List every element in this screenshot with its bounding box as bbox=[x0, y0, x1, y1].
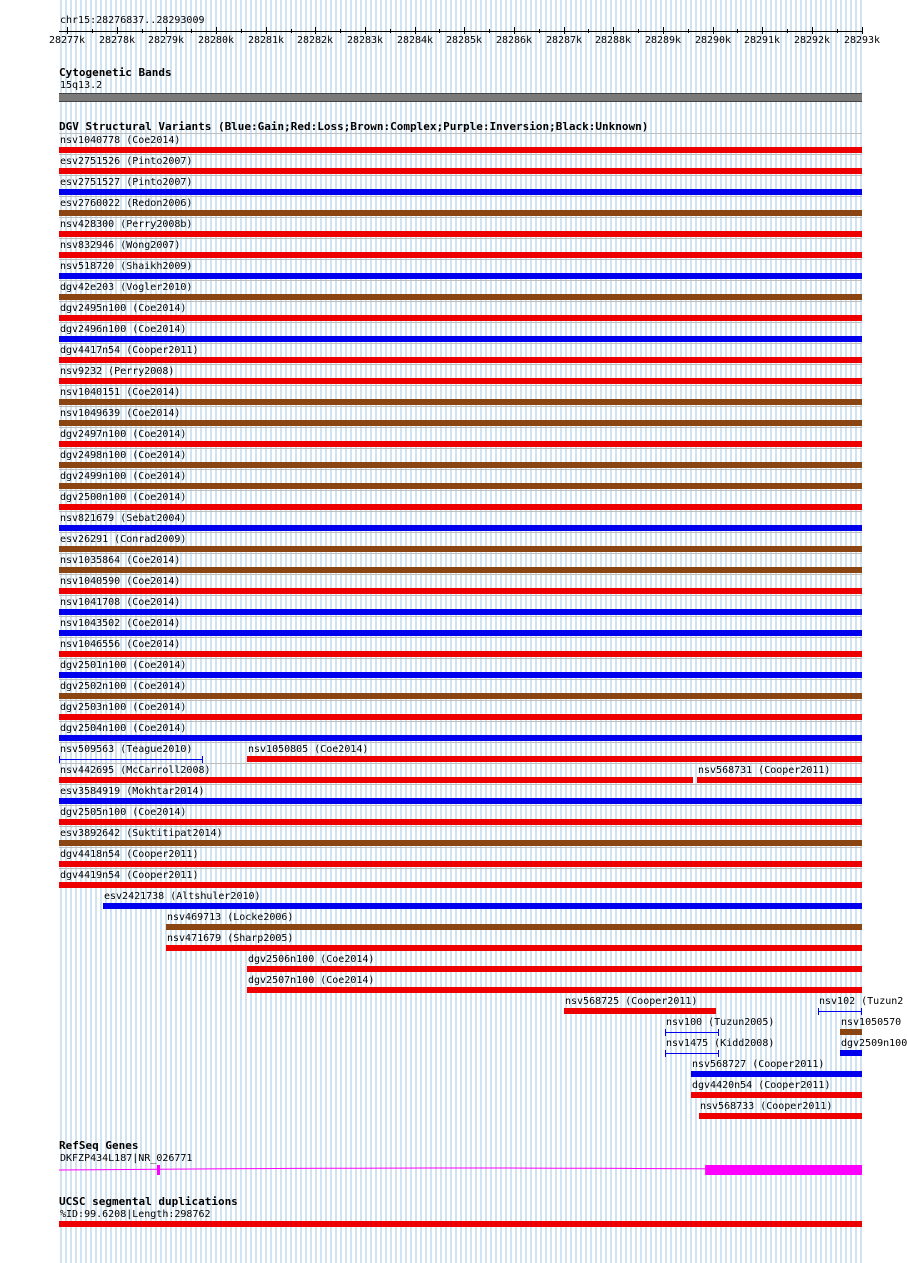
row-separator bbox=[59, 448, 862, 449]
row-separator bbox=[59, 721, 862, 722]
row-separator bbox=[59, 553, 862, 554]
ruler-tick bbox=[862, 27, 863, 34]
variant-label[interactable]: nsv568733 (Cooper2011) bbox=[700, 1101, 833, 1112]
variant-label[interactable]: nsv1041708 (Coe2014) bbox=[60, 597, 181, 608]
row-separator bbox=[59, 700, 862, 701]
variant-label[interactable]: esv26291 (Conrad2009) bbox=[60, 534, 187, 545]
variant-bar[interactable] bbox=[59, 315, 862, 321]
variant-label[interactable]: dgv2497n100 (Coe2014) bbox=[60, 429, 187, 440]
variant-bar[interactable] bbox=[59, 336, 862, 342]
variant-label[interactable]: nsv102 (Tuzun2 bbox=[819, 996, 904, 1007]
variant-bar[interactable] bbox=[840, 1029, 862, 1035]
variant-bar[interactable] bbox=[59, 651, 862, 657]
variant-end-cap bbox=[818, 1008, 819, 1015]
variant-bar[interactable] bbox=[59, 819, 862, 825]
segdup-bar[interactable] bbox=[59, 1221, 862, 1227]
row-separator bbox=[59, 217, 862, 218]
variant-bar[interactable] bbox=[247, 756, 862, 762]
ruler-tick-label: 28292k bbox=[793, 35, 831, 46]
variant-bar[interactable] bbox=[59, 693, 862, 699]
variant-bar[interactable] bbox=[59, 735, 862, 741]
row-separator bbox=[59, 826, 862, 827]
ruler-tick bbox=[713, 27, 714, 34]
variant-bar[interactable] bbox=[59, 609, 862, 615]
variant-label[interactable]: dgv2503n100 (Coe2014) bbox=[60, 702, 187, 713]
ruler-tick-label: 28293k bbox=[843, 35, 881, 46]
ruler-axis bbox=[59, 31, 862, 32]
variant-bar[interactable] bbox=[59, 189, 862, 195]
variant-label[interactable]: dgv2498n100 (Coe2014) bbox=[60, 450, 187, 461]
ruler-tick bbox=[117, 27, 118, 34]
ruler-tick-label: 28277k bbox=[48, 35, 86, 46]
ruler-minor-tick bbox=[588, 29, 589, 33]
variant-bar[interactable] bbox=[59, 483, 862, 489]
variant-bar[interactable] bbox=[59, 840, 862, 846]
variant-label[interactable]: nsv442695 (McCarroll2008) bbox=[60, 765, 211, 776]
ruler-tick bbox=[216, 27, 217, 34]
refseq-gene-model[interactable] bbox=[0, 1160, 890, 1180]
variant-label[interactable]: nsv518720 (Shaikh2009) bbox=[60, 261, 193, 272]
ruler-tick-label: 28281k bbox=[247, 35, 285, 46]
variant-end-cap bbox=[718, 1050, 719, 1057]
ruler-minor-tick bbox=[191, 29, 192, 33]
variant-bar[interactable] bbox=[166, 945, 862, 951]
variant-label[interactable]: nsv471679 (Sharp2005) bbox=[167, 933, 294, 944]
variant-label[interactable]: dgv2502n100 (Coe2014) bbox=[60, 681, 187, 692]
variant-label[interactable]: dgv2507n100 (Coe2014) bbox=[248, 975, 375, 986]
ruler-tick-label: 28290k bbox=[694, 35, 732, 46]
row-separator bbox=[59, 784, 862, 785]
variant-bar[interactable] bbox=[59, 378, 862, 384]
variant-bar[interactable] bbox=[59, 630, 862, 636]
row-separator bbox=[59, 301, 862, 302]
variant-label[interactable]: esv2751527 (Pinto2007) bbox=[60, 177, 193, 188]
row-separator bbox=[59, 805, 862, 806]
cytobands-title: Cytogenetic Bands bbox=[59, 66, 172, 79]
refseq-track-title: RefSeq Genes bbox=[59, 1139, 139, 1152]
variant-label[interactable]: nsv1049639 (Coe2014) bbox=[60, 408, 181, 419]
variant-label[interactable]: dgv2501n100 (Coe2014) bbox=[60, 660, 187, 671]
variant-end-cap bbox=[718, 1029, 719, 1036]
ruler-minor-tick bbox=[92, 29, 93, 33]
variant-label[interactable]: nsv1475 (Kidd2008) bbox=[666, 1038, 775, 1049]
variant-bar[interactable] bbox=[665, 1032, 719, 1033]
variant-label[interactable]: nsv100 (Tuzun2005) bbox=[666, 1017, 775, 1028]
ruler-minor-tick bbox=[539, 29, 540, 33]
region-label: chr15:28276837..28293009 bbox=[60, 15, 205, 26]
variant-bar[interactable] bbox=[59, 147, 862, 153]
ruler-tick bbox=[564, 27, 565, 34]
ruler-tick-label: 28284k bbox=[396, 35, 434, 46]
ruler-tick bbox=[613, 27, 614, 34]
variant-end-cap bbox=[665, 1029, 666, 1036]
ruler-tick bbox=[762, 27, 763, 34]
dgv-track-title: DGV Structural Variants (Blue:Gain;Red:Loss;Brown:Complex;Purple:Inversion;Black:Unknown) bbox=[59, 120, 649, 133]
variant-label[interactable]: nsv832946 (Wong2007) bbox=[60, 240, 181, 251]
variant-bar[interactable] bbox=[247, 987, 862, 993]
cytoband-bar[interactable] bbox=[59, 93, 862, 102]
variant-bar[interactable] bbox=[59, 546, 862, 552]
variant-bar[interactable] bbox=[59, 777, 693, 783]
variant-label[interactable]: nsv568725 (Cooper2011) bbox=[565, 996, 698, 1007]
row-separator bbox=[59, 679, 862, 680]
ruler-minor-tick bbox=[142, 29, 143, 33]
row-separator bbox=[59, 616, 862, 617]
variant-bar[interactable] bbox=[247, 966, 862, 972]
segdup-label[interactable]: %ID:99.6208|Length:298762 bbox=[60, 1209, 211, 1220]
ruler-tick-label: 28280k bbox=[197, 35, 235, 46]
row-separator bbox=[59, 511, 862, 512]
variant-label[interactable]: nsv469713 (Locke2006) bbox=[167, 912, 294, 923]
segdup-track-title: UCSC segmental duplications bbox=[59, 1195, 238, 1208]
variant-bar[interactable] bbox=[166, 924, 862, 930]
ruler-tick bbox=[266, 27, 267, 34]
variant-label[interactable]: dgv2504n100 (Coe2014) bbox=[60, 723, 187, 734]
variant-bar[interactable] bbox=[691, 1071, 862, 1077]
ruler-minor-tick bbox=[737, 29, 738, 33]
variant-label[interactable]: nsv1040778 (Coe2014) bbox=[60, 135, 181, 146]
row-separator bbox=[59, 364, 862, 365]
variant-label[interactable]: dgv4418n54 (Cooper2011) bbox=[60, 849, 199, 860]
ruler-tick-label: 28289k bbox=[644, 35, 682, 46]
ruler-tick bbox=[464, 27, 465, 34]
variant-label[interactable]: dgv4419n54 (Cooper2011) bbox=[60, 870, 199, 881]
ruler-tick-label: 28279k bbox=[147, 35, 185, 46]
ruler-tick bbox=[67, 27, 68, 34]
variant-bar[interactable] bbox=[59, 861, 862, 867]
ruler-minor-tick bbox=[787, 29, 788, 33]
variant-label[interactable]: dgv4420n54 (Cooper2011) bbox=[692, 1080, 831, 1091]
variant-label[interactable]: dgv2499n100 (Coe2014) bbox=[60, 471, 187, 482]
ruler-minor-tick bbox=[340, 29, 341, 33]
ruler-minor-tick bbox=[688, 29, 689, 33]
variant-bar[interactable] bbox=[59, 525, 862, 531]
variant-label[interactable]: nsv821679 (Sebat2004) bbox=[60, 513, 187, 524]
variant-bar[interactable] bbox=[59, 567, 862, 573]
variant-label[interactable]: nsv568731 (Cooper2011) bbox=[698, 765, 831, 776]
variant-bar[interactable] bbox=[59, 168, 862, 174]
ruler-tick bbox=[315, 27, 316, 34]
ruler-tick-label: 28283k bbox=[346, 35, 384, 46]
variant-bar[interactable] bbox=[697, 777, 862, 783]
variant-bar[interactable] bbox=[818, 1011, 862, 1012]
row-separator bbox=[59, 175, 862, 176]
ruler-minor-tick bbox=[241, 29, 242, 33]
variant-label[interactable]: dgv4417n54 (Cooper2011) bbox=[60, 345, 199, 356]
ruler-tick-label: 28285k bbox=[445, 35, 483, 46]
variant-bar[interactable] bbox=[59, 759, 203, 760]
variant-end-cap bbox=[59, 756, 60, 763]
row-separator bbox=[59, 868, 862, 869]
variant-label[interactable]: esv2421738 (Altshuler2010) bbox=[104, 891, 261, 902]
variant-bar[interactable] bbox=[59, 252, 862, 258]
variant-bar[interactable] bbox=[59, 714, 862, 720]
variant-label[interactable]: nsv9232 (Perry2008) bbox=[60, 366, 175, 377]
variant-bar[interactable] bbox=[59, 441, 862, 447]
variant-bar[interactable] bbox=[59, 798, 862, 804]
variant-bar[interactable] bbox=[564, 1008, 716, 1014]
variant-label[interactable]: nsv509563 (Teague2010) bbox=[60, 744, 193, 755]
row-separator bbox=[59, 595, 862, 596]
ruler-tick bbox=[415, 27, 416, 34]
variant-label[interactable]: dgv2505n100 (Coe2014) bbox=[60, 807, 187, 818]
ruler-tick-label: 28282k bbox=[296, 35, 334, 46]
ruler-tick-label: 28278k bbox=[98, 35, 136, 46]
variant-bar[interactable] bbox=[59, 294, 862, 300]
variant-label[interactable]: nsv1043502 (Coe2014) bbox=[60, 618, 181, 629]
ruler-tick bbox=[166, 27, 167, 34]
ruler-minor-tick bbox=[291, 29, 292, 33]
ruler-tick bbox=[663, 27, 664, 34]
variant-label[interactable]: nsv1050805 (Coe2014) bbox=[248, 744, 369, 755]
variant-bar[interactable] bbox=[59, 420, 862, 426]
variant-label[interactable]: esv2751526 (Pinto2007) bbox=[60, 156, 193, 167]
row-separator bbox=[59, 658, 862, 659]
ruler-tick bbox=[365, 27, 366, 34]
variant-label[interactable]: nsv1050570 bbox=[841, 1017, 902, 1028]
ruler-tick bbox=[812, 27, 813, 34]
refseq-gene-label[interactable]: DKFZP434L187|NR_026771 bbox=[60, 1153, 193, 1164]
variant-bar[interactable] bbox=[103, 903, 862, 909]
ruler-minor-tick bbox=[837, 29, 838, 33]
variant-label[interactable]: esv2760022 (Redon2006) bbox=[60, 198, 193, 209]
variant-end-cap bbox=[665, 1050, 666, 1057]
variant-label[interactable]: dgv2509n100 bbox=[841, 1038, 907, 1049]
row-separator bbox=[59, 259, 862, 260]
variant-bar[interactable] bbox=[59, 672, 862, 678]
row-separator bbox=[59, 490, 862, 491]
variant-bar[interactable] bbox=[699, 1113, 862, 1119]
ruler-minor-tick bbox=[489, 29, 490, 33]
variant-label[interactable]: esv3892642 (Suktitipat2014) bbox=[60, 828, 223, 839]
row-separator bbox=[59, 238, 862, 239]
row-separator bbox=[59, 847, 862, 848]
row-separator bbox=[59, 133, 862, 134]
variant-bar[interactable] bbox=[59, 882, 862, 888]
row-separator bbox=[59, 196, 862, 197]
ruler-minor-tick bbox=[390, 29, 391, 33]
variant-label[interactable]: nsv1046556 (Coe2014) bbox=[60, 639, 181, 650]
row-separator bbox=[59, 343, 862, 344]
variant-bar[interactable] bbox=[59, 210, 862, 216]
row-separator bbox=[59, 385, 862, 386]
variant-label[interactable]: dgv2506n100 (Coe2014) bbox=[248, 954, 375, 965]
ruler-minor-tick bbox=[638, 29, 639, 33]
variant-bar[interactable] bbox=[59, 462, 862, 468]
variant-bar[interactable] bbox=[59, 588, 862, 594]
variant-bar[interactable] bbox=[59, 504, 862, 510]
variant-bar[interactable] bbox=[59, 273, 862, 279]
variant-end-cap bbox=[861, 1008, 862, 1015]
variant-label[interactable]: esv3584919 (Mokhtar2014) bbox=[60, 786, 205, 797]
variant-bar[interactable] bbox=[59, 399, 862, 405]
variant-bar[interactable] bbox=[665, 1053, 719, 1054]
row-separator bbox=[59, 406, 862, 407]
row-separator bbox=[59, 469, 862, 470]
cytoband-label: 15q13.2 bbox=[60, 80, 103, 91]
row-separator bbox=[59, 427, 862, 428]
variant-label[interactable]: nsv1035864 (Coe2014) bbox=[60, 555, 181, 566]
ruler-tick bbox=[514, 27, 515, 34]
variant-label[interactable]: nsv1040590 (Coe2014) bbox=[60, 576, 181, 587]
row-separator bbox=[59, 280, 862, 281]
variant-bar[interactable] bbox=[59, 231, 862, 237]
ruler-tick-label: 28288k bbox=[594, 35, 632, 46]
variant-label[interactable]: dgv42e203 (Vogler2010) bbox=[60, 282, 193, 293]
gene-exon bbox=[705, 1165, 862, 1175]
ruler-minor-tick bbox=[439, 29, 440, 33]
variant-label[interactable]: nsv568727 (Cooper2011) bbox=[692, 1059, 825, 1070]
row-separator bbox=[59, 742, 862, 743]
row-separator bbox=[59, 532, 862, 533]
variant-bar[interactable] bbox=[691, 1092, 862, 1098]
variant-label[interactable]: nsv1040151 (Coe2014) bbox=[60, 387, 181, 398]
gene-exon bbox=[157, 1165, 160, 1175]
row-separator bbox=[59, 322, 862, 323]
ruler-tick-label: 28287k bbox=[545, 35, 583, 46]
variant-end-cap bbox=[202, 756, 203, 763]
variant-bar[interactable] bbox=[59, 357, 862, 363]
row-separator bbox=[59, 637, 862, 638]
variant-label[interactable]: dgv2496n100 (Coe2014) bbox=[60, 324, 187, 335]
variant-label[interactable]: dgv2495n100 (Coe2014) bbox=[60, 303, 187, 314]
variant-bar[interactable] bbox=[840, 1050, 862, 1056]
ruler-tick-label: 28286k bbox=[495, 35, 533, 46]
row-separator bbox=[59, 763, 862, 764]
variant-label[interactable]: nsv428300 (Perry2008b) bbox=[60, 219, 193, 230]
variant-label[interactable]: dgv2500n100 (Coe2014) bbox=[60, 492, 187, 503]
row-separator bbox=[59, 154, 862, 155]
ruler-tick-label: 28291k bbox=[743, 35, 781, 46]
row-separator bbox=[59, 574, 862, 575]
